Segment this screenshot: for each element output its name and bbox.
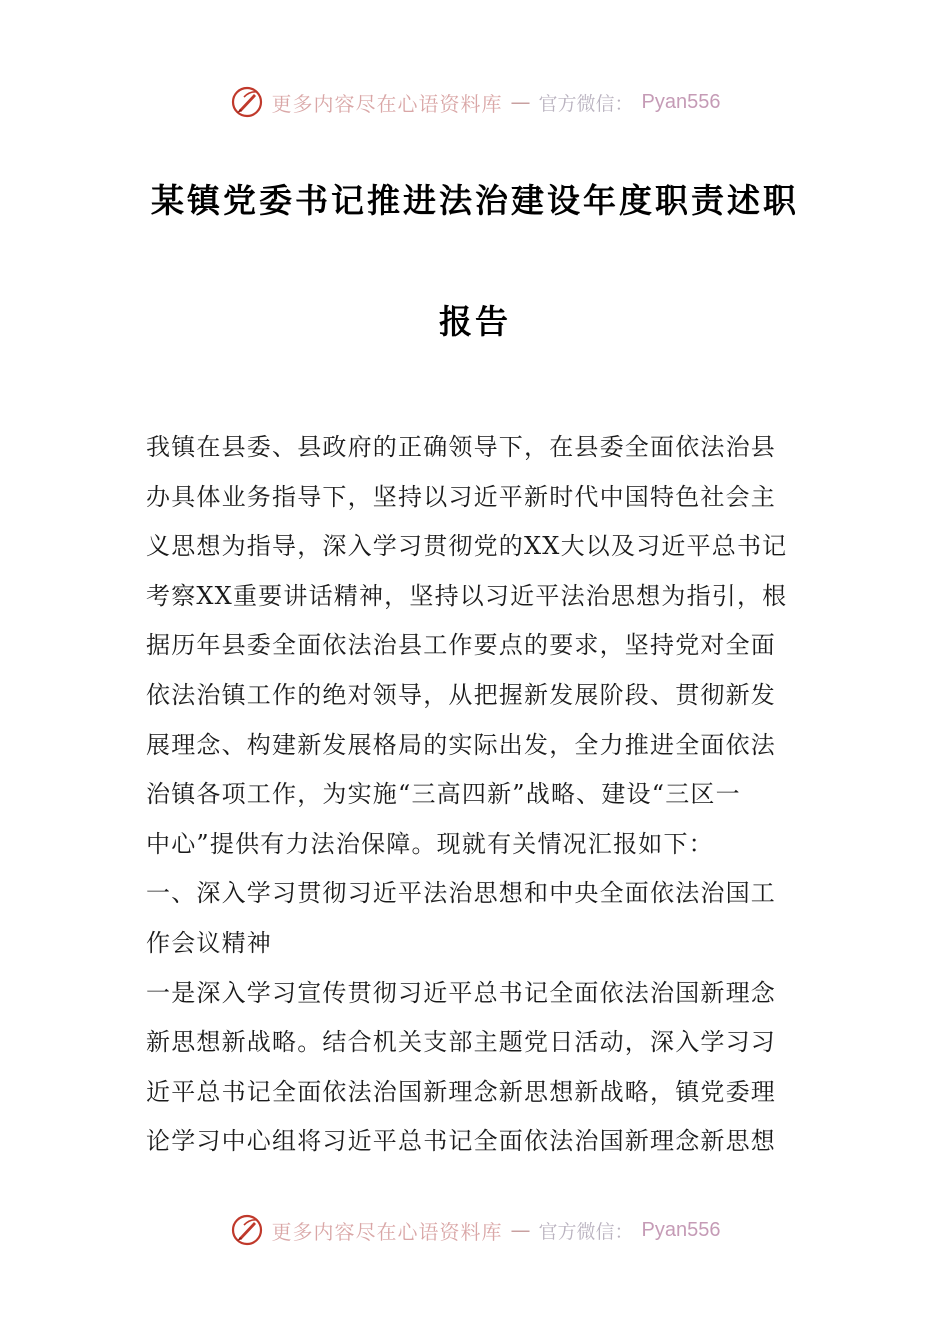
watermark-text: 更多内容尽在心语资料库 xyxy=(271,1219,503,1244)
body-line: 治镇各项工作，为实施“三高四新”战略、建设“三区一 xyxy=(146,780,741,809)
watermark-separator: — xyxy=(510,1218,531,1242)
body-line: 近平总书记全面依法治国新理念新思想新战略，镇党委理 xyxy=(146,1077,776,1106)
watermark-contact-label: 官方微信： xyxy=(538,92,634,115)
watermark-footer xyxy=(0,1210,950,1250)
section-heading-line: 一、深入学习贯彻习近平法治思想和中央全面依法治国工 xyxy=(146,879,776,908)
quill-logo-icon xyxy=(230,1213,264,1247)
section-heading-line: 作会议精神 xyxy=(146,928,272,957)
document-body xyxy=(146,423,814,1167)
watermark-contact-label: 官方微信： xyxy=(538,1220,634,1243)
watermark-separator: — xyxy=(510,90,531,114)
watermark-header xyxy=(0,82,950,122)
document-title-line-1: 某镇党委书记推进法治建设年度职责述职 xyxy=(151,181,799,220)
quill-logo-icon xyxy=(230,85,264,119)
watermark-contact-id: Pyan556 xyxy=(641,1218,721,1241)
watermark-text: 更多内容尽在心语资料库 xyxy=(271,91,503,116)
document-title-line-2: 报告 xyxy=(439,302,511,341)
body-line: 展理念、构建新发展格局的实际出发，全力推进全面依法 xyxy=(146,730,776,759)
body-line: 考察XX重要讲话精神，坚持以习近平法治思想为指引，根 xyxy=(146,581,788,610)
body-line: 中心”提供有力法治保障。现就有关情况汇报如下： xyxy=(146,829,714,858)
watermark-contact-id: Pyan556 xyxy=(641,90,721,113)
body-line: 论学习中心组将习近平总书记全面依法治国新理念新思想 xyxy=(146,1127,776,1156)
body-line: 据历年县委全面依法治县工作要点的要求，坚持党对全面 xyxy=(146,631,776,660)
body-line: 依法治镇工作的绝对领导，从把握新发展阶段、贯彻新发 xyxy=(146,680,776,709)
body-line: 新思想新战略。结合机关支部主题党日活动，深入学习习 xyxy=(146,1028,776,1057)
body-line: 义思想为指导，深入学习贯彻党的XX大以及习近平总书记 xyxy=(146,532,788,561)
body-line: 办具体业务指导下，坚持以习近平新时代中国特色社会主 xyxy=(146,482,776,511)
body-line: 我镇在县委、县政府的正确领导下，在县委全面依法治县 xyxy=(146,433,776,461)
body-line: 一是深入学习宣传贯彻习近平总书记全面依法治国新理念 xyxy=(146,978,776,1007)
